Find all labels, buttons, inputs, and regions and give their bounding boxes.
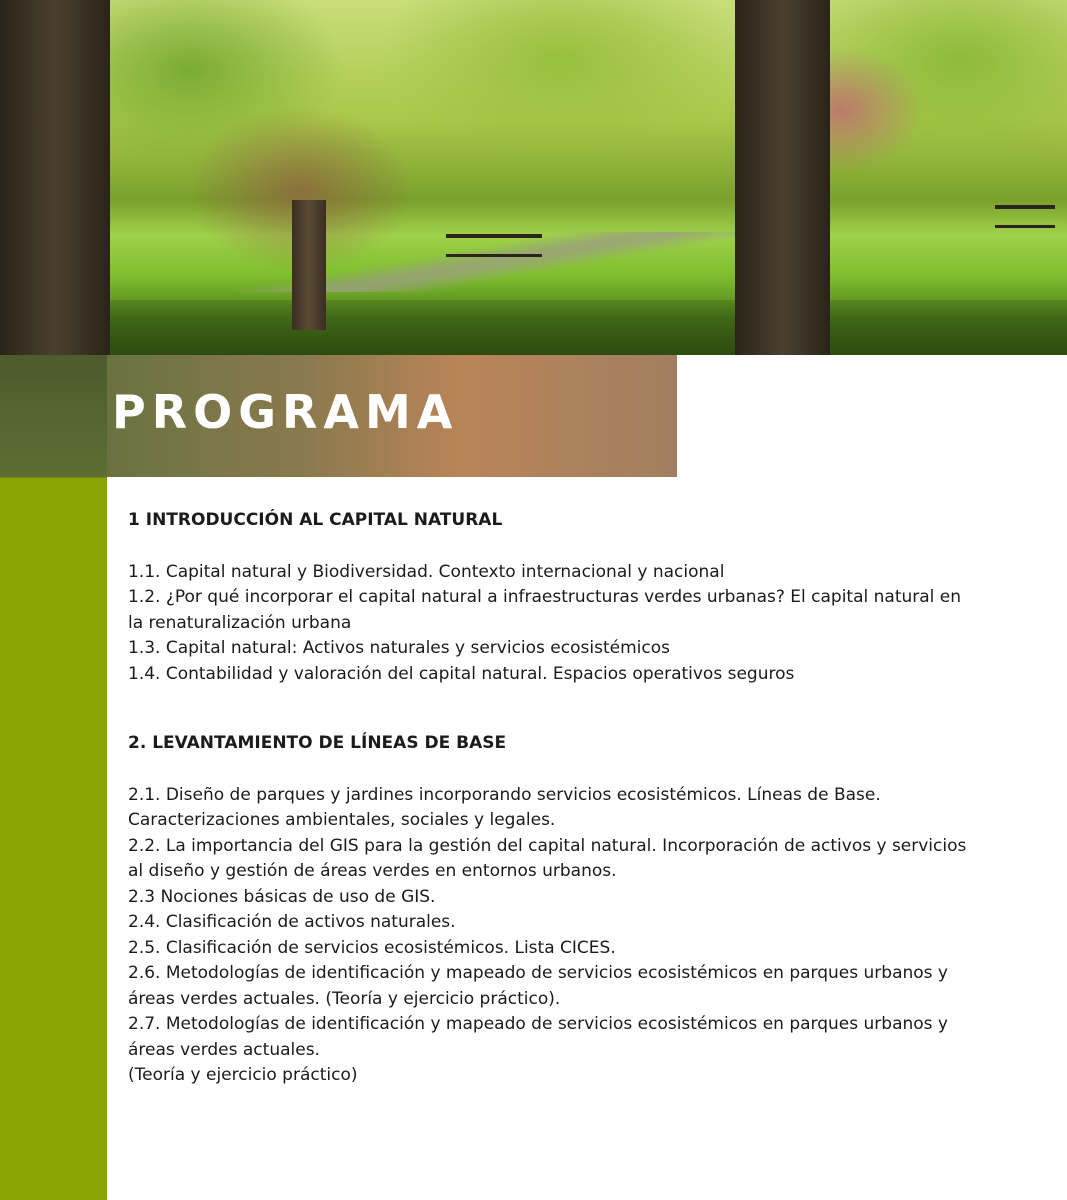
park-bench [995,205,1055,228]
list-item: (Teoría y ejercicio práctico) [128,1065,358,1085]
program-content [128,508,968,1089]
list-item: 2.5. Clasificación de servicios ecosistémicos. Lista CICES. [128,937,616,958]
tree-trunk-left [0,0,110,355]
park-photo [0,0,1067,355]
tree-shadow [0,300,1067,355]
list-item: 2.7. Metodologías de identificación y mapeado de servicios ecosistémicos en parques urbanos y áreas verdes actuales. [128,1014,948,1060]
list-item: 2.2. La importancia del GIS para la gestión del capital natural. Incorporación de activos y servicios al diseño y gestión de áreas verdes en entornos urbanos. [128,835,967,881]
tree-trunk-right [735,0,830,355]
list-item: 2.3 Nociones básicas de uso de GIS. [128,886,436,907]
shrub-trunk [292,200,326,330]
title-banner [107,355,677,477]
green-sidebar-stripe [0,355,107,1200]
section-title: 1 INTRODUCCIÓN AL CAPITAL NATURAL [128,510,503,530]
list-item: 2.1. Diseño de parques y jardines incorporando servicios ecosistémicos. Líneas de Base. Caracterizaciones ambientales, sociales y legales. [128,784,881,830]
page-title: PROGRAMA [112,385,459,439]
list-item: 2.6. Metodologías de identificación y mapeado de servicios ecosistémicos en parques urbanos y áreas verdes actuales. (Teoría y ejercicio práctico). [128,963,948,1009]
list-item: 1.3. Capital natural: Activos naturales y servicios ecosistémicos [128,638,670,658]
list-item: 2.4. Clasificación de activos naturales. [128,912,456,932]
list-item: 1.4. Contabilidad y valoración del capital natural. Espacios operativos seguros [128,663,795,684]
list-item: 1.2. ¿Por qué incorporar el capital natural a infraestructuras verdes urbanas? El capital natural en la renaturalización urbana [128,587,962,633]
list-item: 1.1. Capital natural y Biodiversidad. Contexto internacional y nacional [128,561,725,582]
section-title: 2. LEVANTAMIENTO DE LÍNEAS DE BASE [128,733,507,753]
park-bench [446,234,542,257]
